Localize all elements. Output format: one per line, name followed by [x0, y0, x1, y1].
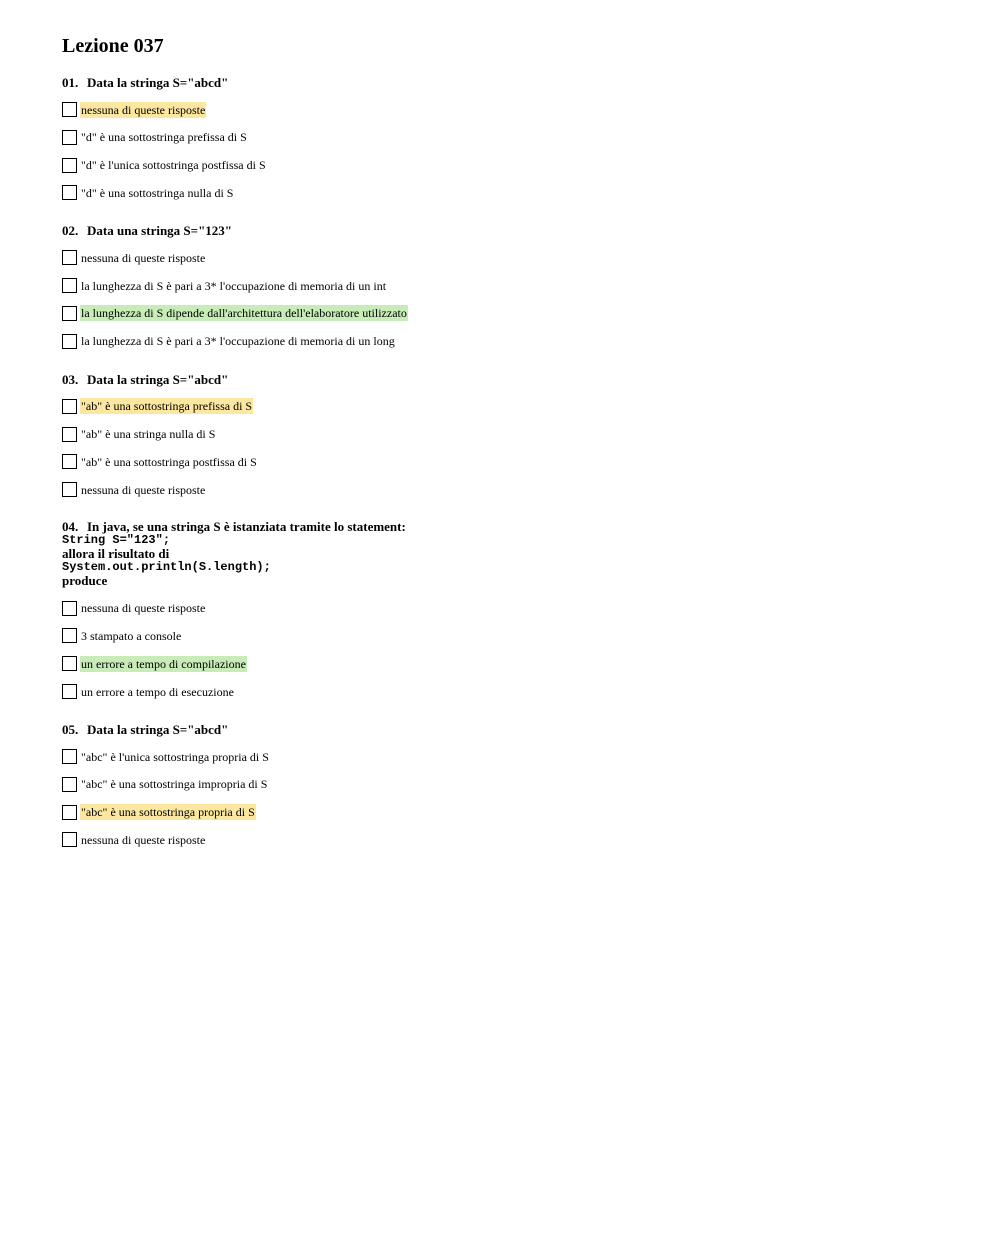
answer-checkbox[interactable]	[62, 601, 77, 616]
answer-option[interactable]	[62, 249, 962, 266]
question-header	[62, 520, 962, 588]
answer-checkbox[interactable]	[62, 250, 77, 265]
answer-checkbox[interactable]	[62, 399, 77, 414]
answer-checkbox[interactable]	[62, 306, 77, 321]
answer-checkbox[interactable]	[62, 427, 77, 442]
answer-checkbox[interactable]	[62, 130, 77, 145]
answer-checkbox[interactable]	[62, 185, 77, 200]
answer-checkbox[interactable]	[62, 832, 77, 847]
answer-text: "d" è una sottostringa nulla di S	[81, 185, 234, 200]
question-text: In java, se una stringa S è istanziata tramite lo statement:	[87, 519, 406, 535]
answer-checkbox[interactable]	[62, 454, 77, 469]
answer-checkbox[interactable]	[62, 749, 77, 764]
question-text: Data una stringa S="123"	[87, 223, 232, 239]
answer-option[interactable]	[62, 804, 962, 821]
question-01	[62, 75, 962, 201]
answer-text: la lunghezza di S è pari a 3* l'occupazione di memoria di un int	[81, 278, 387, 293]
question-number: 01.	[62, 75, 79, 90]
question-line	[62, 520, 962, 534]
question-text-continued: allora il risultato di	[62, 546, 170, 562]
answer-text: "d" è l'unica sottostringa postfissa di S	[81, 158, 266, 173]
answer-text: la lunghezza di S dipende dall'architettura dell'elaboratore utilizzato	[81, 306, 407, 321]
answer-option[interactable]	[62, 831, 962, 848]
answer-option[interactable]	[62, 481, 962, 498]
answer-text: "ab" è una sottostringa prefissa di S	[81, 399, 253, 414]
question-number: 04.	[62, 519, 79, 535]
answer-text: un errore a tempo di esecuzione	[81, 684, 234, 699]
question-text: Data la stringa S="abcd"	[87, 371, 229, 387]
answer-option[interactable]	[62, 277, 962, 294]
question-number: 05.	[62, 722, 79, 738]
answer-text: 3 stampato a console	[81, 628, 182, 643]
answer-checkbox[interactable]	[62, 805, 77, 820]
question-header	[62, 722, 962, 737]
question-header	[62, 372, 962, 387]
answer-option[interactable]	[62, 398, 962, 415]
answer-text: la lunghezza di S è pari a 3* l'occupazione di memoria di un long	[81, 334, 395, 349]
answer-option[interactable]	[62, 655, 962, 672]
answer-option[interactable]	[62, 184, 962, 201]
answer-text: "d" è una sottostringa prefissa di S	[81, 130, 247, 145]
answer-text: "ab" è una stringa nulla di S	[81, 427, 216, 442]
question-code: System.out.println(S.length);	[62, 559, 271, 574]
answer-option[interactable]	[62, 748, 962, 765]
answer-option[interactable]	[62, 776, 962, 793]
answer-option[interactable]	[62, 101, 962, 118]
answer-text: "abc" è l'unica sottostringa propria di S	[81, 749, 269, 764]
question-04	[62, 520, 962, 700]
question-03	[62, 372, 962, 498]
answer-text: un errore a tempo di compilazione	[81, 656, 246, 671]
question-header	[62, 75, 962, 90]
answer-checkbox[interactable]	[62, 482, 77, 497]
answer-option[interactable]	[62, 157, 962, 174]
answer-checkbox[interactable]	[62, 628, 77, 643]
answer-checkbox[interactable]	[62, 656, 77, 671]
lesson-title: Lezione 037	[62, 35, 164, 57]
question-number: 03.	[62, 371, 79, 387]
answer-text: nessuna di queste risposte	[81, 482, 206, 497]
answer-text: nessuna di queste risposte	[81, 102, 206, 117]
answer-option[interactable]	[62, 683, 962, 700]
answer-option[interactable]	[62, 305, 962, 322]
answer-option[interactable]	[62, 627, 962, 644]
answer-option[interactable]	[62, 426, 962, 443]
question-text: Data la stringa S="abcd"	[87, 722, 229, 738]
answer-text: "ab" è una sottostringa postfissa di S	[81, 454, 257, 469]
quiz-page	[62, 33, 962, 870]
question-number: 02.	[62, 223, 79, 239]
answer-checkbox[interactable]	[62, 777, 77, 792]
answer-option[interactable]	[62, 453, 962, 470]
answer-option[interactable]	[62, 129, 962, 146]
answer-checkbox[interactable]	[62, 334, 77, 349]
answer-text: "abc" è una sottostringa propria di S	[81, 805, 255, 820]
question-text: Data la stringa S="abcd"	[87, 75, 229, 90]
answer-checkbox[interactable]	[62, 158, 77, 173]
question-02	[62, 223, 962, 349]
answer-text: nessuna di queste risposte	[81, 250, 206, 265]
answer-option[interactable]	[62, 333, 962, 350]
answer-option[interactable]	[62, 600, 962, 617]
question-code: String S="123";	[62, 532, 171, 547]
answer-checkbox[interactable]	[62, 102, 77, 117]
answer-text: nessuna di queste risposte	[81, 832, 206, 847]
question-05	[62, 722, 962, 848]
question-header	[62, 223, 962, 238]
answer-checkbox[interactable]	[62, 278, 77, 293]
answer-text: nessuna di queste risposte	[81, 601, 206, 616]
question-text-continued: produce	[62, 573, 108, 589]
answer-text: "abc" è una sottostringa impropria di S	[81, 777, 268, 792]
answer-checkbox[interactable]	[62, 684, 77, 699]
